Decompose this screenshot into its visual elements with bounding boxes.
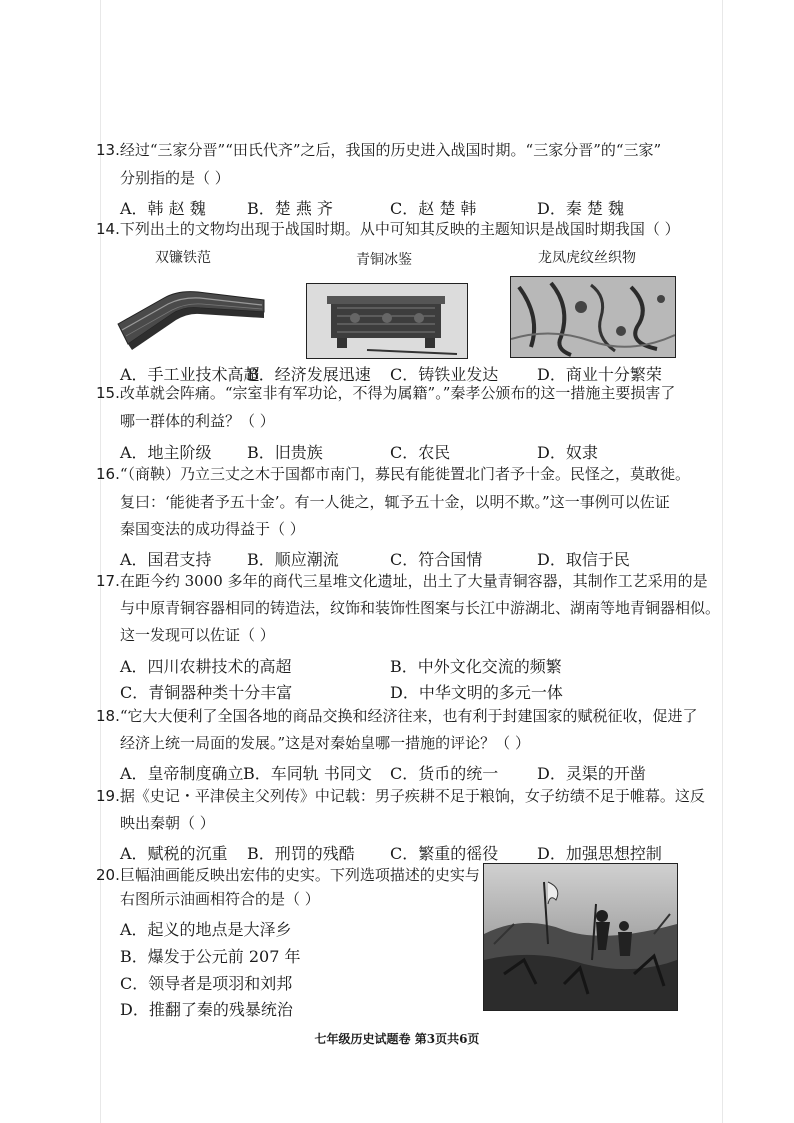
q16-option-a[interactable]: A．国君支持 — [120, 550, 212, 569]
q19-option-a[interactable]: A．赋税的沉重 — [120, 844, 228, 863]
caption-silk-fabric: 龙凤虎纹丝织物 — [538, 250, 636, 266]
question-number: 16. — [96, 465, 120, 483]
question-16-line-1 — [96, 461, 690, 488]
q14-option-b[interactable]: B．经济发展迅速 — [247, 365, 371, 384]
q17-option-a[interactable]: A．四川农耕技术的高超 — [120, 657, 292, 676]
q15-option-c[interactable]: C．农民 — [390, 443, 451, 462]
q13-option-c[interactable]: C．赵 楚 韩 — [390, 199, 477, 218]
q14-option-c[interactable]: C．铸铁业发达 — [390, 365, 499, 384]
question-text: 经过“三家分晋”“田氏代齐”之后，我国的历史进入战国时期。“三家分晋”的“三家” — [119, 141, 662, 159]
question-20-line-2: 右图所示油画相符合的是（ ） — [120, 890, 320, 908]
question-13-line-2: 分别指的是（ ） — [120, 169, 230, 187]
question-18-line-1 — [96, 703, 698, 730]
question-number: 20. — [96, 866, 120, 884]
question-text: 下列出土的文物均出现于战国时期。从中可知其反映的主题知识是战国时期我国（ ） — [119, 220, 680, 238]
q17-option-b[interactable]: B．中外文化交流的频繁 — [390, 657, 562, 676]
question-17-line-1 — [96, 568, 708, 595]
q20-option-b[interactable]: B．爆发于公元前 207 年 — [120, 947, 301, 966]
caption-iron-mold: 双镰铁范 — [155, 250, 211, 266]
page-fold-line — [100, 0, 101, 1123]
q20-option-c[interactable]: C．领导者是项羽和刘邦 — [120, 974, 293, 993]
q18-option-c[interactable]: C．货币的统一 — [390, 764, 499, 783]
question-number: 19. — [96, 787, 120, 805]
question-text: 改革就会阵痛。“宗室非有军功论，不得为属籍”。”秦孝公颁布的这一措施主要损害了 — [119, 384, 676, 402]
q16-option-d[interactable]: D．取信于民 — [537, 550, 630, 569]
q18-option-b[interactable]: B．车同轨 书同文 — [243, 764, 372, 783]
question-16-line-3: 秦国变法的成功得益于（ ） — [120, 520, 305, 538]
q19-option-d[interactable]: D．加强思想控制 — [537, 844, 662, 863]
q16-option-c[interactable]: C．符合国情 — [390, 550, 483, 569]
q18-option-d[interactable]: D．灵渠的开凿 — [537, 764, 646, 783]
question-15-line-1 — [96, 380, 675, 407]
q19-option-b[interactable]: B．刑罚的残酷 — [247, 844, 355, 863]
q13-option-d[interactable]: D．秦 楚 魏 — [537, 199, 625, 218]
question-13-line-1 — [96, 137, 661, 164]
q16-option-b[interactable]: B．顺应潮流 — [247, 550, 339, 569]
question-text: 在距今约 3000 多年的商代三星堆文化遗址，出土了大量青铜容器，其制作工艺采用的是 — [119, 572, 708, 590]
question-14-line-1 — [96, 216, 680, 243]
q19-option-c[interactable]: C．繁重的徭役 — [390, 844, 499, 863]
q20-option-d[interactable]: D．推翻了秦的残暴统治 — [120, 1000, 293, 1019]
q13-option-a[interactable]: A．韩 赵 魏 — [120, 199, 206, 218]
q17-option-d[interactable]: D．中华文明的多元一体 — [390, 683, 563, 702]
question-15-line-2: 哪一群体的利益？（ ） — [120, 412, 275, 430]
uprising-oil-painting-image — [483, 863, 678, 1011]
question-number: 17. — [96, 572, 120, 590]
question-17-line-3: 这一发现可以佐证（ ） — [120, 626, 275, 644]
question-number: 13. — [96, 141, 120, 159]
q14-option-a[interactable]: A．手工业技术高超 — [120, 365, 260, 384]
page-footer: 七年级历史试题卷 第3页共6页 — [314, 1032, 480, 1046]
bronze-ice-chest-image — [306, 283, 468, 359]
question-number: 15. — [96, 384, 120, 402]
q15-option-b[interactable]: B．旧贵族 — [247, 443, 323, 462]
q14-option-d[interactable]: D．商业十分繁荣 — [537, 365, 662, 384]
iron-mold-image — [112, 280, 270, 358]
question-17-line-2: 与中原青铜容器相同的铸造法，纹饰和装饰性图案与长江中游湖北、湖南等地青铜器相似。 — [120, 599, 721, 617]
q20-option-a[interactable]: A．起义的地点是大泽乡 — [120, 920, 292, 939]
question-18-line-2: 经济上统一局面的发展。”这是对秦始皇哪一措施的评论？（ ） — [120, 734, 530, 752]
question-text: “（商鞅）乃立三丈之木于国都市南门，募民有能徙置北门者予十金。民怪之，莫敢徙。 — [119, 465, 691, 483]
question-number: 14. — [96, 220, 120, 238]
question-19-line-2: 映出秦朝（ ） — [120, 814, 215, 832]
caption-bronze-ice-chest: 青铜冰鉴 — [356, 252, 412, 268]
page-fold-line — [722, 0, 723, 1123]
question-19-line-1 — [96, 783, 705, 810]
silk-fabric-image — [510, 276, 676, 358]
question-text: “它大大便利了全国各地的商品交换和经济往来，也有利于封建国家的赋税征收，促进了 — [119, 707, 698, 725]
question-text: 巨幅油画能反映出宏伟的史实。下列选项描述的史实与 — [119, 866, 480, 884]
q15-option-a[interactable]: A．地主阶级 — [120, 443, 212, 462]
q15-option-d[interactable]: D．奴隶 — [537, 443, 598, 462]
q17-option-c[interactable]: C．青铜器种类十分丰富 — [120, 683, 293, 702]
question-number: 18. — [96, 707, 120, 725]
question-16-line-2: 复曰：‘能徙者予五十金’。有一人徙之，辄予五十金，以明不欺。”这一事例可以佐证 — [120, 493, 670, 511]
q18-option-a[interactable]: A．皇帝制度确立 — [120, 764, 244, 783]
question-text: 据《史记・平津侯主父列传》中记载：男子疾耕不足于粮饷，女子纺绩不足于帷幕。这反 — [119, 787, 705, 805]
question-20-line-1 — [96, 862, 480, 889]
q13-option-b[interactable]: B．楚 燕 齐 — [247, 199, 333, 218]
